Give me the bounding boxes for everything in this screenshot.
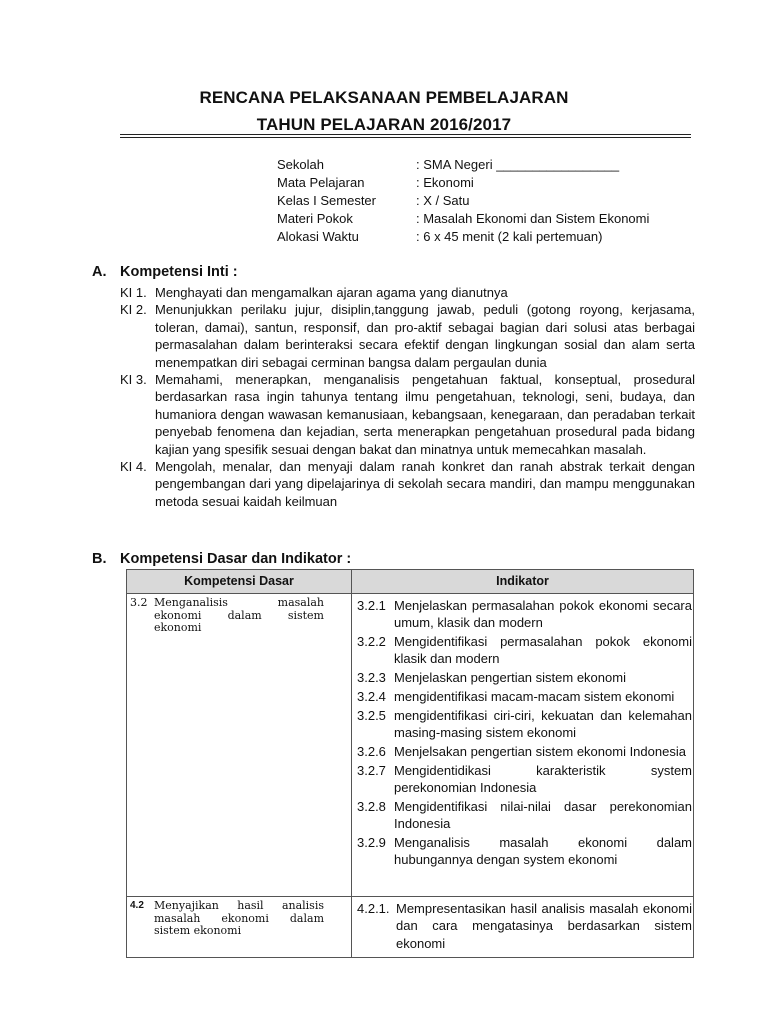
indicator-text: Mempresentasikan hasil analisis masalah ekonomi dan cara mengatasinya berdasarkan sistem ekonomi [396, 901, 692, 951]
indicator-text: Menganalisis masalah ekonomi dalam hubungannya dengan system ekonomi [394, 834, 692, 868]
meta-label: Mata Pelajaran [277, 175, 365, 190]
kd-code: 4.2 [130, 900, 144, 911]
section-title: Kompetensi Dasar dan Indikator : [120, 551, 352, 567]
core-competency-list [120, 284, 695, 510]
indicator-code: 4.2.1. [357, 901, 390, 916]
meta-value: : Masalah Ekonomi dan Sistem Ekonomi [416, 211, 650, 226]
meta-value: : 6 x 45 menit (2 kali pertemuan) [416, 229, 603, 244]
indicator-item [357, 688, 692, 705]
kd-text: Menganalisis masalah ekonomi dalam sistem ekonomi [154, 596, 324, 634]
indicator-code: 3.2.3 [357, 670, 386, 686]
section-letter: B. [92, 551, 107, 567]
kd-text: Menyajikan hasil analisis masalah ekonomi dalam sistem ekonomi [154, 899, 324, 937]
ki-code: KI 1. [120, 285, 147, 300]
ki-text: Mengolah, menalar, dan menyaji dalam ranah konkret dan ranah abstrak terkait dengan pengembangan dari yang dipelajarinya di sekolah secara mandiri, dan mampu menggunakan metoda sesuai kaidah keilmuan [155, 459, 695, 509]
list-item [120, 371, 695, 458]
indicator-text: mengidentifikasi ciri-ciri, kekuatan dan kelemahan masing-masing sistem ekonomi [394, 707, 692, 741]
meta-value: : X / Satu [416, 193, 470, 208]
indicator-text: mengidentifikasi macam-macam sistem ekonomi [394, 688, 675, 704]
ki-text: Menghayati dan mengamalkan ajaran agama yang dianutnya [155, 285, 508, 300]
column-header-kd: Kompetensi Dasar [184, 574, 294, 588]
document-title: RENCANA PELAKSANAAN PEMBELAJARAN [199, 88, 569, 107]
ki-code: KI 2. [120, 302, 147, 318]
indicator-code: 3.2.6 [357, 743, 386, 759]
indicator-item [357, 900, 692, 952]
table-header [127, 570, 693, 594]
competency-table [126, 569, 694, 958]
meta-label: Kelas I Semester [277, 193, 376, 208]
list-item [120, 458, 695, 510]
indicator-text: Menjelaskan permasalahan pokok ekonomi secara umum, klasik dan modern [394, 598, 692, 631]
indicator-item [357, 798, 692, 833]
indicator-text: Mengidentifikasi permasalahan pokok ekonomi klasik dan modern [394, 634, 692, 667]
indicator-text: Mengidentidikasi karakteristik system perekonomian Indonesia [394, 762, 692, 795]
column-header-indicator: Indikator [496, 574, 549, 588]
indicator-code: 3.2.2 [357, 634, 386, 650]
ki-code: KI 4. [120, 459, 147, 475]
indicator-code: 3.2.8 [357, 798, 386, 814]
indicator-item [357, 707, 692, 742]
indicator-code: 3.2.1 [357, 598, 386, 613]
column-divider [351, 570, 352, 957]
indicator-item [357, 669, 692, 686]
indicator-item [357, 762, 692, 797]
document-subtitle: TAHUN PELAJARAN 2016/2017 [256, 115, 512, 134]
indicator-code: 3.2.7 [357, 762, 386, 778]
kd-code: 3.2 [130, 596, 148, 609]
section-heading-a [92, 264, 238, 280]
indicator-code: 3.2.9 [357, 834, 386, 850]
meta-label: Sekolah [277, 157, 324, 172]
indicator-text: Menjelsakan pengertian sistem ekonomi Indonesia [394, 743, 686, 759]
indicator-code: 3.2.5 [357, 707, 386, 723]
meta-label: Alokasi Waktu [277, 229, 359, 244]
ki-text: Menunjukkan perilaku jujur, disiplin,tanggung jawab, peduli (gotong royong, kerjasama, toleran, damai), santun, responsif, dan pro-aktif sebagai bagian dari solusi atas berbagai permasalahan dalam berinteraksi secara efektif dengan lingkungan sosial dan alam serta menempatkan diri sebagai cerminan bangsa dalam pergaulan dunia [155, 302, 695, 370]
indicator-text: Mengidentifikasi nilai-nilai dasar perekonomian Indonesia [394, 798, 692, 832]
indicator-list [357, 597, 692, 870]
row-divider [127, 896, 693, 897]
indicator-code: 3.2.4 [357, 688, 386, 704]
indicator-list [357, 900, 692, 953]
title-divider [120, 134, 691, 135]
section-heading-b [92, 551, 351, 567]
section-title: Kompetensi Inti : [120, 264, 238, 280]
indicator-item [357, 743, 692, 760]
ki-text: Memahami, menerapkan, menganalisis pengetahuan faktual, konseptual, prosedural berdasarkan rasa ingin tahunya tentang ilmu pengetahuan, teknologi, seni, budaya, dan humaniora dengan wawasan kemanusiaan, kebangsaan, kenegaraan, dan peradaban terkait penyebab fenomena dan kejadian, serta menerapkan pengetahuan prosedural pada bidang kajian yang spesifik sesuai dengan bakat dan minatnya untuk memecahkan masalah. [155, 372, 695, 457]
section-letter: A. [92, 264, 107, 280]
ki-code: KI 3. [120, 372, 147, 388]
title-divider [120, 137, 691, 138]
meta-label: Materi Pokok [277, 211, 353, 226]
meta-value: : SMA Negeri _________________ [416, 157, 620, 172]
list-item [120, 301, 695, 371]
indicator-text: Menjelaskan pengertian sistem ekonomi [394, 670, 626, 686]
indicator-item [357, 633, 692, 668]
indicator-item [357, 834, 692, 869]
indicator-item [357, 597, 692, 632]
meta-value: : Ekonomi [416, 175, 474, 190]
list-item [120, 284, 695, 301]
